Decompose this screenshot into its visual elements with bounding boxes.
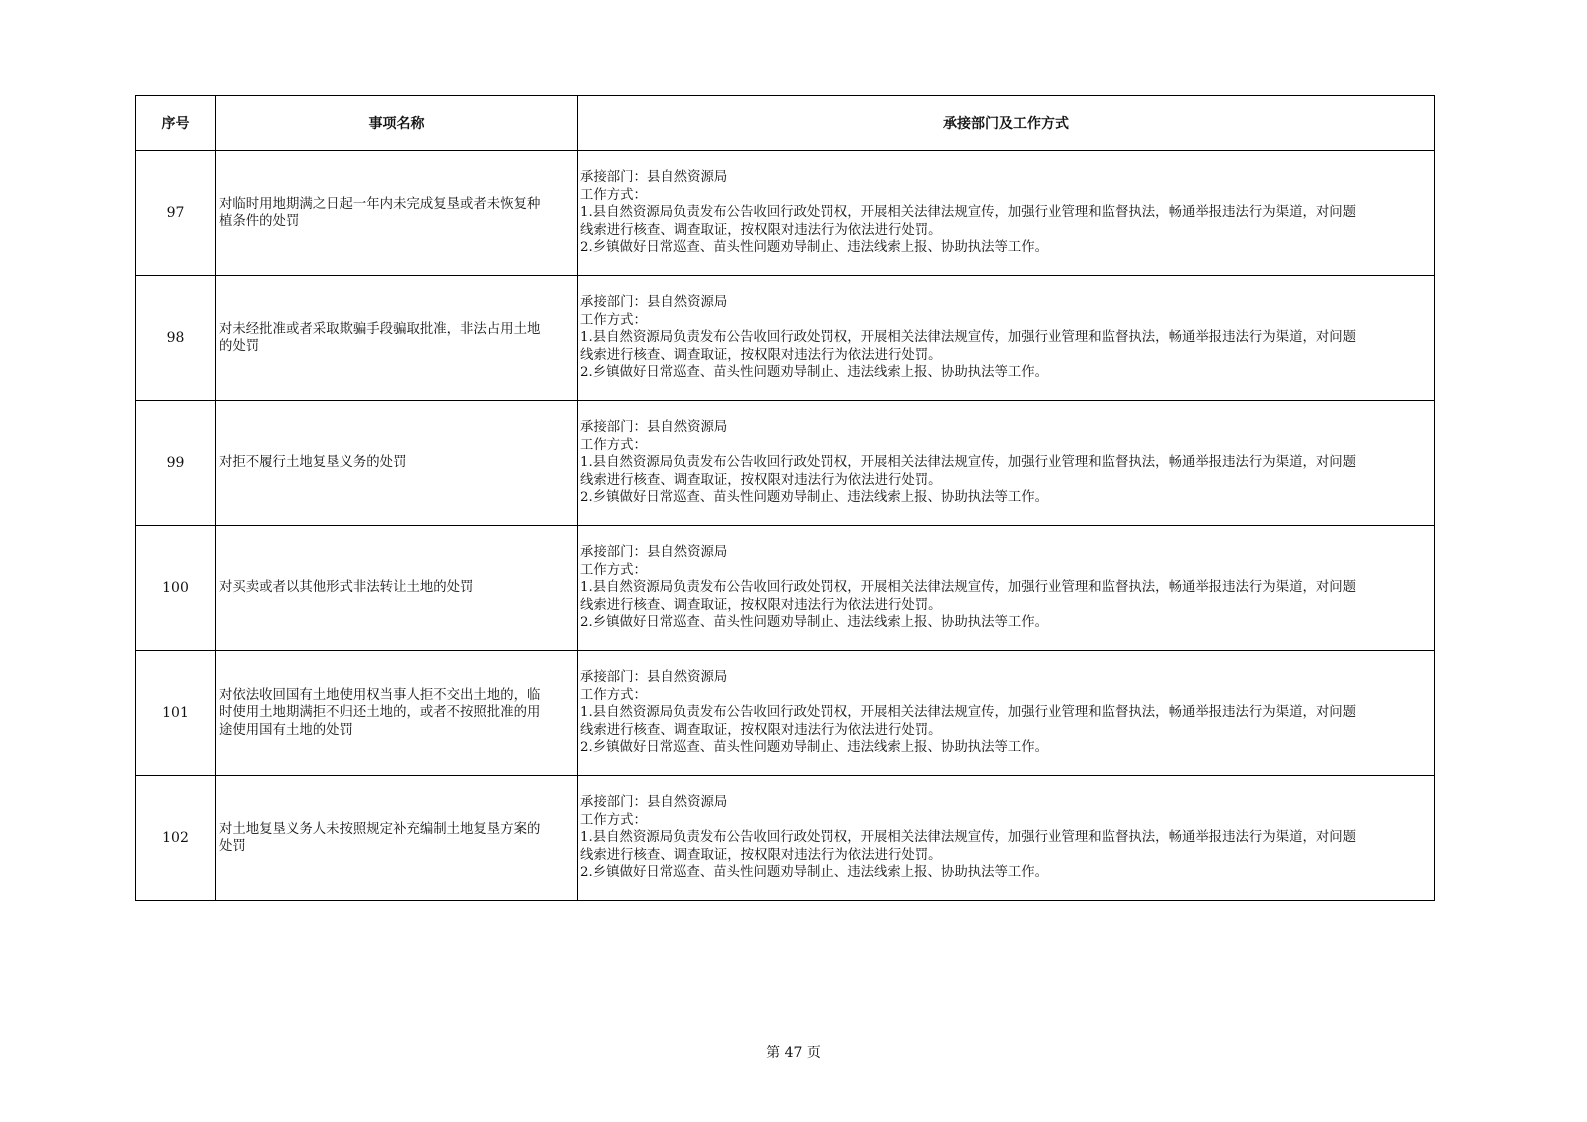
dept-method-line: 工作方式：: [580, 812, 647, 828]
dept-method-line: 1.县自然资源局负责发布公告收回行政处罚权，开展相关法律法规宣传，加强行业管理和监督执法，畅通举报违法行为渠道，对问题: [580, 205, 1357, 221]
dept-method-line: 工作方式：: [580, 312, 647, 328]
row-number: 101: [136, 651, 216, 776]
dept-method-line: 2.乡镇做好日常巡查、苗头性问题劝导制止、违法线索上报、协助执法等工作。: [580, 615, 1049, 631]
dept-method-line: 1.县自然资源局负责发布公告收回行政处罚权，开展相关法律法规宣传，加强行业管理和监督执法，畅通举报违法行为渠道，对问题: [580, 330, 1357, 346]
items-table: [135, 95, 1435, 901]
dept-method-line: 2.乡镇做好日常巡查、苗头性问题劝导制止、违法线索上报、协助执法等工作。: [580, 240, 1049, 256]
item-name-line: 对土地复垦义务人未按照规定补充编制土地复垦方案的: [219, 821, 541, 837]
page-number: 第 47 页: [766, 1045, 821, 1061]
dept-method-line: 承接部门：县自然资源局: [580, 170, 728, 186]
row-number: 100: [136, 526, 216, 651]
row-number: 97: [136, 151, 216, 276]
dept-method-line: 2.乡镇做好日常巡查、苗头性问题劝导制止、违法线索上报、协助执法等工作。: [580, 365, 1049, 381]
dept-method-line: 2.乡镇做好日常巡查、苗头性问题劝导制止、违法线索上报、协助执法等工作。: [580, 740, 1049, 756]
item-name-line: 对未经批准或者采取欺骗手段骗取批准，非法占用土地: [219, 321, 541, 337]
item-name-line: 对拒不履行土地复垦义务的处罚: [219, 455, 407, 471]
dept-method-line: 承接部门：县自然资源局: [580, 670, 728, 686]
dept-method-line: 1.县自然资源局负责发布公告收回行政处罚权，开展相关法律法规宣传，加强行业管理和监督执法，畅通举报违法行为渠道，对问题: [580, 705, 1357, 721]
row-number: 98: [136, 276, 216, 401]
dept-method-line: 工作方式：: [580, 687, 647, 703]
item-name-line: 时使用土地期满拒不归还土地的，或者不按照批准的用: [219, 705, 541, 721]
item-name-line: 途使用国有土地的处罚: [219, 722, 353, 738]
dept-method-line: 工作方式：: [580, 562, 647, 578]
header-row: [136, 96, 1435, 151]
dept-method-cell: [578, 776, 1435, 901]
dept-method-line: 1.县自然资源局负责发布公告收回行政处罚权，开展相关法律法规宣传，加强行业管理和监督执法，畅通举报违法行为渠道，对问题: [580, 455, 1357, 471]
dept-method-cell: [578, 276, 1435, 401]
dept-method-line: 2.乡镇做好日常巡查、苗头性问题劝导制止、违法线索上报、协助执法等工作。: [580, 865, 1049, 881]
dept-method-line: 线索进行核查、调查取证，按权限对违法行为依法进行处罚。: [580, 722, 942, 738]
dept-method-line: 线索进行核查、调查取证，按权限对违法行为依法进行处罚。: [580, 847, 942, 863]
table-row: [136, 151, 1435, 276]
dept-method-line: 工作方式：: [580, 437, 647, 453]
header-no: 序号: [136, 96, 216, 151]
item-name-line: 对临时用地期满之日起一年内未完成复垦或者未恢复种: [219, 196, 541, 212]
dept-method-line: 线索进行核查、调查取证，按权限对违法行为依法进行处罚。: [580, 347, 942, 363]
table-row: [136, 401, 1435, 526]
dept-method-cell: [578, 151, 1435, 276]
table-row: [136, 276, 1435, 401]
dept-method-line: 1.县自然资源局负责发布公告收回行政处罚权，开展相关法律法规宣传，加强行业管理和监督执法，畅通举报违法行为渠道，对问题: [580, 580, 1357, 596]
item-name-cell: [216, 151, 578, 276]
item-name-line: 对依法收回国有土地使用权当事人拒不交出土地的，临: [219, 687, 541, 703]
dept-method-line: 工作方式：: [580, 187, 647, 203]
item-name-line: 植条件的处罚: [219, 214, 300, 229]
dept-method-line: 1.县自然资源局负责发布公告收回行政处罚权，开展相关法律法规宣传，加强行业管理和监督执法，畅通举报违法行为渠道，对问题: [580, 830, 1357, 846]
item-name-cell: [216, 276, 578, 401]
item-name-line: 的处罚: [219, 339, 260, 354]
dept-method-line: 承接部门：县自然资源局: [580, 545, 728, 561]
dept-method-cell: [578, 651, 1435, 776]
dept-method-line: 承接部门：县自然资源局: [580, 420, 728, 436]
dept-method-line: 2.乡镇做好日常巡查、苗头性问题劝导制止、违法线索上报、协助执法等工作。: [580, 490, 1049, 506]
dept-method-line: 线索进行核查、调查取证，按权限对违法行为依法进行处罚。: [580, 597, 942, 613]
table-row: [136, 526, 1435, 651]
dept-method-line: 承接部门：县自然资源局: [580, 295, 728, 311]
item-name-cell: [216, 776, 578, 901]
row-number: 102: [136, 776, 216, 901]
dept-method-cell: [578, 401, 1435, 526]
item-name-line: 处罚: [219, 839, 246, 854]
dept-method-line: 承接部门：县自然资源局: [580, 795, 728, 811]
dept-method-line: 线索进行核查、调查取证，按权限对违法行为依法进行处罚。: [580, 472, 942, 488]
dept-method-cell: [578, 526, 1435, 651]
item-name-cell: [216, 401, 578, 526]
row-number: 99: [136, 401, 216, 526]
item-name-cell: [216, 651, 578, 776]
header-item-name: 事项名称: [216, 96, 578, 151]
table-body: [136, 151, 1435, 901]
table-row: [136, 776, 1435, 901]
table-header: [136, 96, 1435, 151]
dept-method-line: 线索进行核查、调查取证，按权限对违法行为依法进行处罚。: [580, 222, 942, 238]
table-row: [136, 651, 1435, 776]
header-dept-method: 承接部门及工作方式: [578, 96, 1435, 151]
item-name-line: 对买卖或者以其他形式非法转让土地的处罚: [219, 580, 474, 596]
item-name-cell: [216, 526, 578, 651]
